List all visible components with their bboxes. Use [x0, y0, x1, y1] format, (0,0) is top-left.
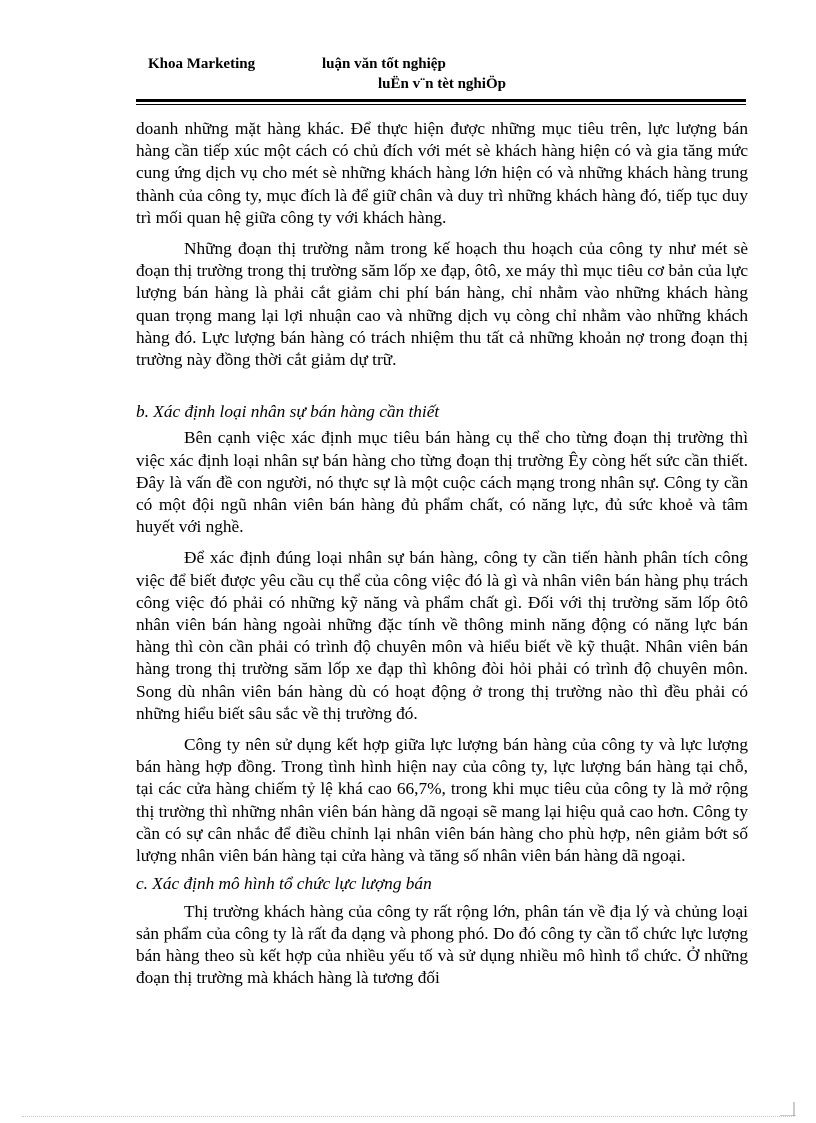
paragraph-1: doanh những mặt hàng khác. Để thực hiện được những mục tiêu trên, lực lượng bán hàng cần tiếp xúc một cách có chủ đích với mét sè khách hàng hiện có và gia tăng mức cung ứng dịch vụ cho mét sè những khách hàng lớn hiện có và những khách hàng trung thành của công ty, mục đích là để giữ chân và duy trì những khách hàng đó, tiếp tục duy trì mối quan hệ giữa công ty với khách hàng. [136, 119, 748, 227]
header-title-garbled: luËn v¨n tèt nghiÖp [378, 76, 506, 92]
page-corner-mark-icon [780, 1100, 796, 1116]
page-header [148, 56, 748, 96]
document-body [136, 118, 748, 989]
header-rule-thick [136, 99, 746, 102]
header-title: luận văn tốt nghiệp [322, 56, 446, 72]
paragraph-3: Bên cạnh việc xác định mục tiêu bán hàng cụ thể cho từng đoạn thị trường thì việc xác định loại nhân sự bán hàng cho từng đoạn thị trường Êy còng hết sức cần thiết. Đây là vấn đề con người, nó thực sự là một cuộc cách mạng trong nhân sự. Công ty cần có một đội ngũ nhân viên bán hàng đủ phẩm chất, có năng lực, đủ sức khoẻ và tâm huyết với nghề. [136, 428, 748, 537]
paragraph-5: Công ty nên sử dụng kết hợp giữa lực lượng bán hàng của công ty và lực lượng bán hàng hợp đồng. Trong tình hình hiện nay của công ty, lực lượng bán hàng tại chỗ, tại các cửa hàng chiếm tỷ lệ khá cao 66,7%, trong khi mục tiêu của công ty là mở rộng thị trường thì những nhân viên bán hàng dã ngoại sẽ mang lại hiệu quả cao hơn. Công ty cần có sự cân nhắc để điều chỉnh lại nhân viên bán hàng cho phù hợp, nên giảm bớt số lượng nhân viên bán hàng tại cửa hàng và tăng số nhân viên bán hàng dã ngoại. [136, 735, 748, 866]
header-department: Khoa Marketing [148, 56, 256, 72]
page-bottom-border [22, 1116, 794, 1117]
paragraph-4: Để xác định đúng loại nhân sự bán hàng, công ty cần tiến hành phân tích công việc để biết được yêu cầu cụ thể của công việc đó là gì và nhân viên bán hàng phụ trách công việc đó phải có những kỹ năng và phẩm chất gì. Đối với thị trường săm lốp ôtô nhân viên bán hàng ngoài những đặc tính về thông minh năng động có năng lực bán hàng thì còn cần phải có trình độ chuyên môn và hiểu biết về kỹ thuật. Nhân viên bán hàng trong thị trường săm lốp xe đạp thì không đòi hỏi phải có trình độ chuyên môn. Song dù nhân viên bán hàng dù có hoạt động ở trong thị trường nào thì đều phải có những hiểu biết sâu sắc về thị trường đó. [136, 548, 748, 723]
paragraph-2: Những đoạn thị trường nằm trong kế hoạch thu hoạch của công ty như mét sè đoạn thị trường trong thị trường săm lốp xe đạp, ôtô, xe máy thì mục tiêu cơ bản của lực lượng bán hàng là phải cắt giảm chi phí bán hàng, chỉ nhằm vào những khách hàng quan trọng mang lại lợi nhuận cao và những dịch vụ còng chỉ nhằm vào những khách hàng đó. Lực lượng bán hàng có trách nhiệm thu tất cả những khoản nợ trong đoạn thị trường này đồng thời cắt giảm dự trữ. [136, 239, 748, 370]
section-heading-c: c. Xác định mô hình tổ chức lực lượng bán [136, 874, 432, 894]
header-rule-thin [136, 104, 746, 105]
paragraph-6: Thị trường khách hàng của công ty rất rộng lớn, phân tán về địa lý và chủng loại sản phẩm của công ty là rất đa dạng và phong phó. Do đó công ty cần tổ chức lực lượng bán hàng theo sù kết hợp của nhiều yếu tố và sử dụng nhiều mô hình tổ chức. Ở những đoạn thị trường mà khách hàng là tương đối [136, 901, 748, 988]
section-heading-b: b. Xác định loại nhân sự bán hàng cần thiết [136, 402, 440, 422]
